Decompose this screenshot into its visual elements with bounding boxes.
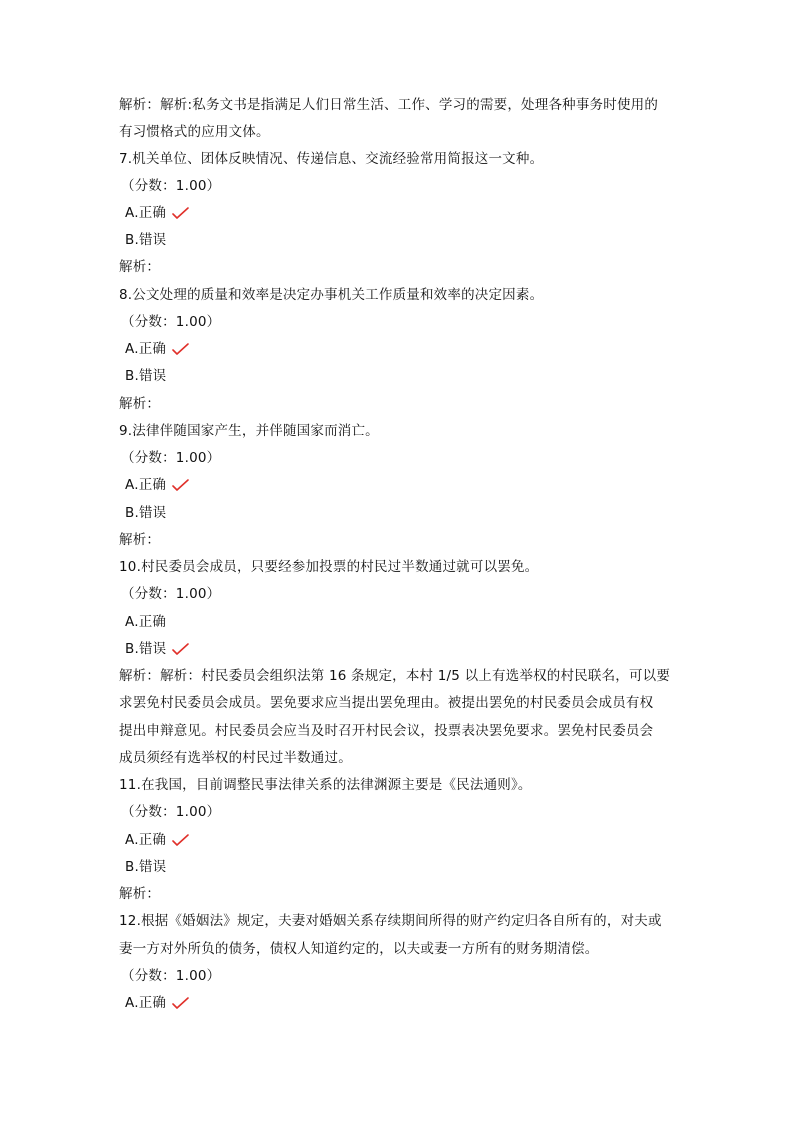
q7-option-a — [125, 203, 190, 226]
q7-option-a-label: A.正确 — [125, 205, 167, 221]
q11-option-b: B.错误 — [125, 859, 167, 875]
red-check-icon — [172, 206, 190, 226]
red-check-icon — [172, 833, 190, 853]
q10-analysis-line-2: 求罢免村民委员会成员。罢免要求应当提出罢免理由。被提出罢免的村民委员会成员有权 — [119, 695, 654, 711]
q9-option-b: B.错误 — [125, 505, 167, 521]
q12-option-a — [125, 993, 190, 1016]
red-check-icon — [172, 642, 190, 662]
q10-option-b-label: B.错误 — [125, 641, 167, 657]
red-check-icon — [172, 342, 190, 362]
q9-option-a — [125, 475, 190, 498]
q11-question: 11.在我国，目前调整民事法律关系的法律渊源主要是《民法通则》。 — [119, 777, 532, 793]
q8-option-b: B.错误 — [125, 368, 167, 384]
q10-option-b — [125, 639, 190, 662]
red-check-icon — [172, 478, 190, 498]
q6-analysis-line-2: 有习惯格式的应用文体。 — [119, 124, 270, 140]
q7-analysis: 解析： — [119, 259, 161, 275]
q7-option-b: B.错误 — [125, 232, 167, 248]
q10-analysis-line-1: 解析：解析：村民委员会组织法第 16 条规定，本村 1/5 以上有选举权的村民联名，可以要 — [119, 668, 671, 684]
q6-analysis-line-1: 解析：解析:私务文书是指满足人们日常生活、工作、学习的需要，处理各种事务时使用的 — [119, 97, 659, 113]
q8-analysis: 解析： — [119, 396, 161, 412]
q8-score: （分数：1.00） — [121, 314, 221, 330]
q8-option-a — [125, 339, 190, 362]
q7-question: 7.机关单位、团体反映情况、传递信息、交流经验常用简报这一文种。 — [119, 151, 544, 167]
q8-question: 8.公文处理的质量和效率是决定办事机关工作质量和效率的决定因素。 — [119, 287, 544, 303]
q10-question: 10.村民委员会成员，只要经参加投票的村民过半数通过就可以罢免。 — [119, 559, 539, 575]
q12-question-line-1: 12.根据《婚姻法》规定，夫妻对婚姻关系存续期间所得的财产约定归各自所有的，对夫或 — [119, 913, 662, 929]
q12-question-line-2: 妻一方对外所负的债务，债权人知道约定的，以夫或妻一方所有的财务期清偿。 — [119, 941, 599, 957]
q9-score: （分数：1.00） — [121, 450, 221, 466]
q12-option-a-label: A.正确 — [125, 995, 167, 1011]
q11-option-a-label: A.正确 — [125, 832, 167, 848]
q12-score: （分数：1.00） — [121, 968, 221, 984]
q11-analysis: 解析： — [119, 886, 161, 902]
q11-score: （分数：1.00） — [121, 804, 221, 820]
red-check-icon — [172, 996, 190, 1016]
q11-option-a — [125, 830, 190, 853]
q10-analysis-line-4: 成员须经有选举权的村民过半数通过。 — [119, 750, 352, 766]
q9-option-a-label: A.正确 — [125, 477, 167, 493]
q10-analysis-line-3: 提出申辩意见。村民委员会应当及时召开村民会议，投票表决罢免要求。罢免村民委员会 — [119, 723, 654, 739]
q10-score: （分数：1.00） — [121, 586, 221, 602]
q8-option-a-label: A.正确 — [125, 341, 167, 357]
q9-analysis: 解析： — [119, 532, 161, 548]
q7-score: （分数：1.00） — [121, 178, 221, 194]
q9-question: 9.法律伴随国家产生，并伴随国家而消亡。 — [119, 423, 379, 439]
q10-option-a: A.正确 — [125, 614, 167, 630]
